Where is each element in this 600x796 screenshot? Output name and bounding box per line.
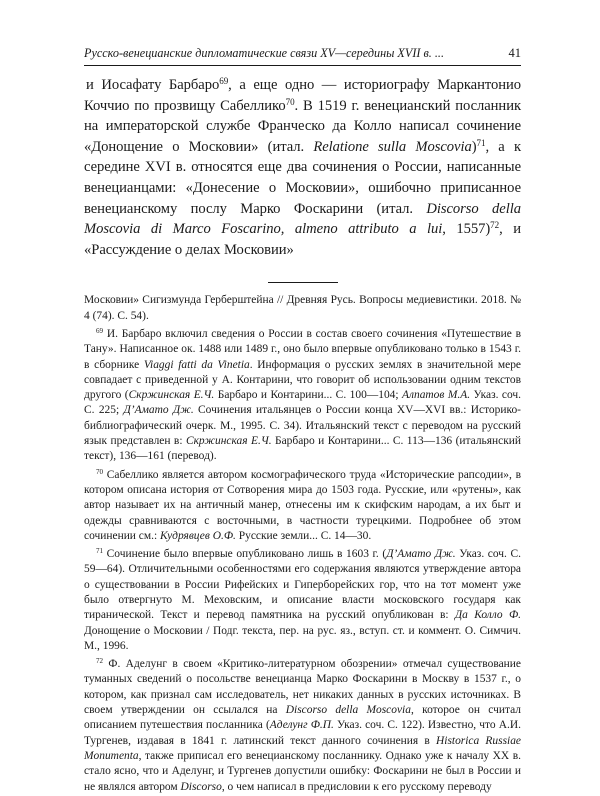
book-page xyxy=(0,46,600,796)
footnote-72: $^{72}$ Ф. Аделунг в своем «Критико-литературном обозрении» отмечал существование туманных сведений о посольстве венецианца Марко Фоскарини в Москву в 1537 г., о котором, как признал сам исследователь, нет никаких данных в русских источниках. В своем утверждении он ссылался на Discorso della Moscovia, которое он считал описанием путешествия посланника (Аделунг Ф.П. Указ. соч. С. 122). Известно, что А.И. Тургенев, издавая в 1841 г. латинский текст данного сочинения в Historica Russiae Monumenta, также приписал его венецианскому посланнику. Однако уже к началу XX в. стало ясно, что и Аделунг, и Тургенев допустили ошибку: Фоскарини не был в России и не являлся автором Discorso, о чем написал в предисловии к его русскому переводу xyxy=(84,657,522,793)
footnote-ref-71[interactable]: 71 xyxy=(476,137,486,148)
footnote-ref-70[interactable]: 70 xyxy=(285,96,295,107)
footnote-69: $^{69}$ И. Барбаро включил сведения о России в состав своего сочинения «Путешествие в Тану». Написанное ок. 1488 или 1489 г., оно было впервые опубликовано только в 1543 г. в сборнике Viaggi fatti da Vinetia. Информация о русских землях в значительной мере совпадает с приведенной у А. Контарини, что говорит об использовании одним текстов другого (Скржинская Е.Ч. Барбаро и Контарини... С. 100—104; Алпатов М.А. Указ. соч. С. 225; Д’Амато Дж. Сочинения итальянцев о России конца XV—XVI вв.: Историко-библиографический очерк. М., 1995. С. 34). Итальянский текст с переводом на русский язык представлен в: Скржинская Е.Ч. Барбаро и Контарини... С. 113—136 (итальянский текст), 136—161 (перевод). xyxy=(84,327,522,463)
footnotes xyxy=(84,293,521,795)
running-head xyxy=(84,46,521,61)
footnote-ref-69[interactable]: 69 xyxy=(219,76,229,87)
header-rule xyxy=(84,65,521,66)
footnote-ref-72[interactable]: 72 xyxy=(490,220,500,231)
running-head-title: Русско-венецианские дипломатические связи XV—середины XVII в. ... xyxy=(84,46,445,60)
main-text-paragraph: и Иосафату Барбаро$^{69}$, а еще одно — историографу Маркантонио Коччио по прозвищу Сабеллико$^{70}$. В 1519 г. венецианский посланник на императорской службе Франческо да Колло написал сочинение «Донощение о Московии» (итал. Relatione sulla Moscovia)$^{71}$, а к середине XVI в. относятся еще два сочинения о России, написанные венецианцами: «Донесение о Московии», ошибочно приписанное венецианскому послу Марко Фоскарини (итал. Discorso della Moscovia di Marco Foscarino, almeno attributo a lui, 1557)$^{72}$, и «Рассуждение о делах Московии» xyxy=(84,76,522,258)
footnote-separator xyxy=(268,282,338,283)
footnote-71: $^{71}$ Сочинение было впервые опубликовано лишь в 1603 г. (Д’Амато Дж. Указ. соч. С. 59—64). Отличительными особенностями его содержания являются утверждение автора о существовании в России Рифейских и Гиперборейских гор, что на тот момент уже было отвергнуто М. Меховским, и описание власти московского государя как тиранической. Текст и перевод памятника на русский опубликован в: Да Колло Ф. Донощение о Московии / Подг. текста, пер. на рус. яз., вступ. ст. и коммент. О. Симчич. М., 1996. xyxy=(84,547,521,652)
footnote-70: $^{70}$ Сабеллико является автором космографического труда «Исторические рапсодии», в котором описана история от Сотворения мира до 1503 года. Русские, или «рутены», как автор называет их на античный манер, отнесены им к скифским народам, а их быт и одежды сравниваются с восточными, в частности турецкими. Подробнее об этом сочинении см.: Кудрявцев О.Ф. Русские земли... С. 14—30. xyxy=(84,467,521,542)
footnote-continuation: Московии» Сигизмунда Герберштейна // Древняя Русь. Вопросы медиевистики. 2018. № 4 (74). С. 54). xyxy=(84,294,521,322)
page-number: 41 xyxy=(508,46,521,60)
